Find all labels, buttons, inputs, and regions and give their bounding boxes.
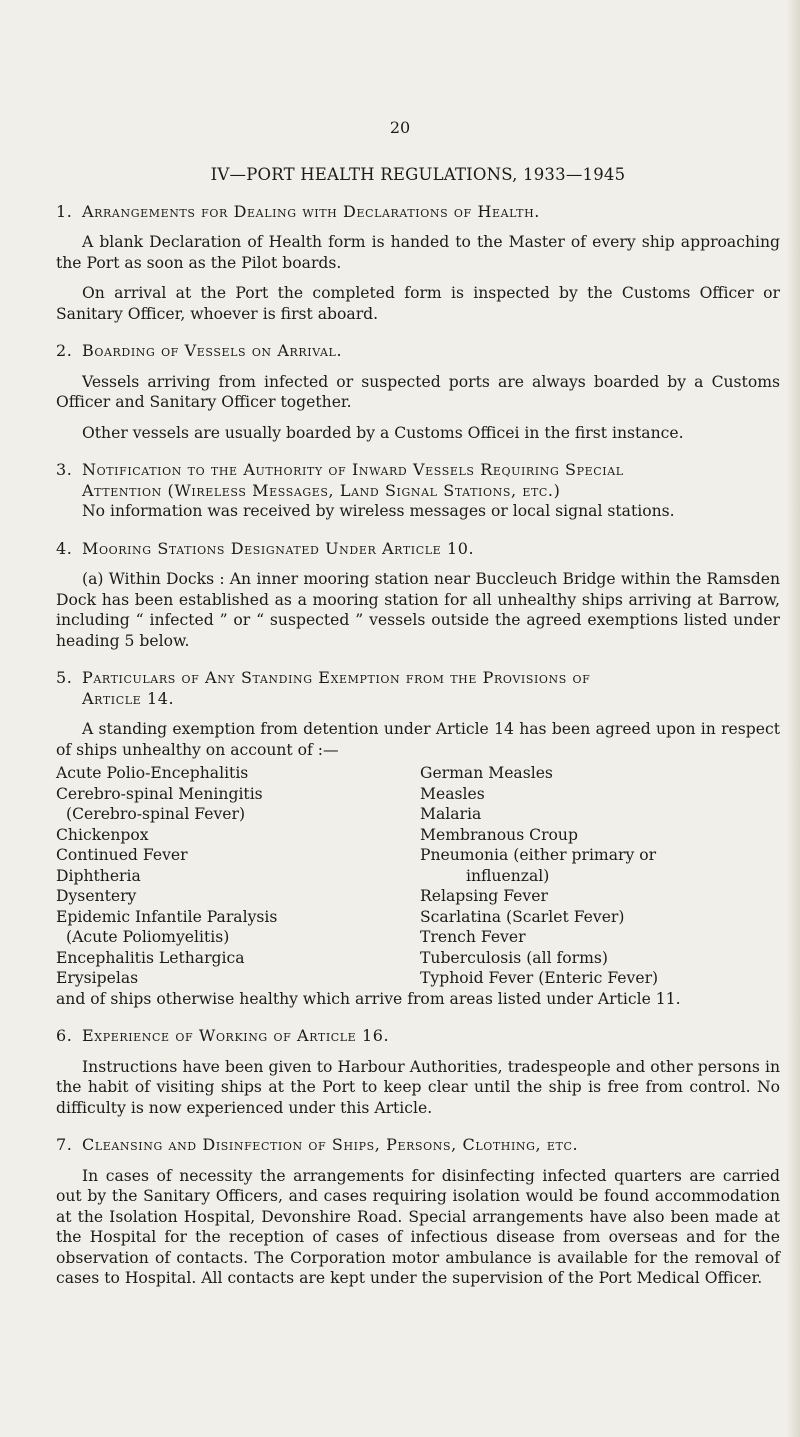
section-3 — [56, 460, 780, 522]
section-5-number: 5. — [56, 668, 73, 687]
list-item: Dysentery — [56, 887, 137, 905]
section-6-heading — [56, 1026, 780, 1047]
section-4-paragraph-1: (a) Within Docks : An inner mooring station near Buccleuch Bridge within the Ramsden Dock has been established as a mooring station for all unhealthy ships arriving at Barrow, including “ infected ” or “ suspected ” vessels outside the agreed exemptions listed under heading 5 below. — [56, 570, 780, 650]
section-2-number: 2. — [56, 341, 73, 360]
list-item: Relapsing Fever — [420, 887, 548, 905]
list-item: Scarlatina (Scarlet Fever) — [420, 907, 625, 926]
section-3-heading-line-2: Attention (Wireless Messages, Land Signal Stations, etc.) — [82, 480, 561, 500]
section-1-number: 1. — [56, 201, 73, 221]
list-item: Malaria — [420, 805, 482, 823]
list-item: (Acute Poliomyelitis) — [66, 928, 230, 946]
section-6-heading-text: Experience of Working of Article 16. — [82, 1026, 390, 1045]
section-1-paragraph-1: A blank Declaration of Health form is handed to the Master of every ship approaching the Port as soon as the Pilot boards. — [56, 233, 780, 272]
section-3-paragraph-1: No information was received by wireless messages or local signal stations. — [82, 502, 675, 520]
section-7-paragraph-1: In cases of necessity the arrangements for disinfecting infected quarters are carried out by the Sanitary Officers, and cases requiring isolation would be found accommodation at the Isolation Hospital, Devonshire Road. Special arrangements have also been made at the Hospital for the reception of cases of infectious disease from overseas and for the observation of contacts. The Corporation motor ambulance is available for the removal of cases to Hospital. All contacts are kept under the supervision of the Port Medical Officer. — [56, 1166, 780, 1287]
section-2-paragraph-2: Other vessels are usually boarded by a Customs Officei in the first instance. — [82, 423, 684, 442]
list-item: Diphtheria — [56, 866, 141, 885]
list-item: Typhoid Fever (Enteric Fever) — [420, 969, 659, 987]
list-item: German Measles — [420, 764, 553, 782]
list-item: Erysipelas — [56, 969, 139, 987]
document-page — [56, 118, 780, 1289]
list-item: (Cerebro-spinal Fever) — [66, 805, 246, 823]
left-disease-list — [56, 763, 416, 989]
list-item: Chickenpox — [56, 825, 149, 844]
section-5 — [56, 668, 780, 1009]
list-item: Tuberculosis (all forms) — [420, 948, 609, 967]
list-item: Measles — [420, 784, 485, 803]
list-item: Acute Polio-Encephalitis — [56, 764, 249, 782]
list-item: Continued Fever — [56, 846, 188, 864]
section-6-paragraph-1: Instructions have been given to Harbour Authorities, tradespeople and other persons in the habit of visiting ships at the Port to keep clear until the ship is free from control. No difficulty is now experienced under this Article. — [56, 1057, 780, 1117]
section-5-heading — [56, 668, 780, 689]
section-5-paragraph-1: A standing exemption from detention under Article 14 has been agreed upon in respect of ships unhealthy on account of :— — [56, 720, 780, 759]
list-item: Epidemic Infantile Paralysis — [56, 907, 278, 926]
section-6-number: 6. — [56, 1026, 73, 1045]
section-6 — [56, 1026, 780, 1118]
list-item: Pneumonia (either primary or — [420, 846, 657, 864]
list-item: Encephalitis Lethargica — [56, 948, 245, 967]
section-1 — [56, 202, 780, 325]
section-4-heading-text: Mooring Stations Designated Under Article 10. — [82, 538, 475, 558]
page-title: IV—PORT HEALTH REGULATIONS, 1933—1945 — [210, 165, 626, 184]
section-2 — [56, 341, 780, 443]
section-3-heading — [56, 460, 780, 481]
section-5-heading-line-1: Particulars of Any Standing Exemption from the Provisions of — [82, 668, 591, 687]
section-3-number: 3. — [56, 460, 73, 479]
section-7-heading-text: Cleansing and Disinfection of Ships, Persons, Clothing, etc. — [82, 1135, 579, 1154]
section-4-number: 4. — [56, 538, 73, 558]
section-1-heading-text: Arrangements for Dealing with Declarations of Health. — [82, 201, 540, 221]
list-item: influenzal) — [466, 866, 550, 885]
section-4 — [56, 539, 780, 652]
section-5-heading-line-2: Article 14. — [82, 688, 175, 708]
list-item: Membranous Croup — [420, 825, 578, 844]
section-2-heading — [56, 341, 780, 362]
section-2-paragraph-1: Vessels arriving from infected or suspected ports are always boarded by a Customs Officer and Sanitary Officer together. — [56, 372, 780, 411]
section-7-heading — [56, 1135, 780, 1156]
section-4-heading — [56, 539, 780, 560]
list-item: Trench Fever — [420, 928, 526, 946]
page-edge-shadow — [786, 0, 800, 1437]
page-number: 20 — [389, 118, 411, 137]
right-disease-list — [416, 763, 780, 989]
section-5-paragraph-2: and of ships otherwise healthy which arrive from areas listed under Article 11. — [56, 989, 681, 1008]
section-7-number: 7. — [56, 1135, 73, 1154]
section-2-heading-text: Boarding of Vessels on Arrival. — [82, 341, 343, 360]
section-1-heading — [56, 202, 780, 223]
exemption-disease-lists — [56, 763, 780, 989]
list-item: Cerebro-spinal Meningitis — [56, 784, 263, 803]
section-1-paragraph-2: On arrival at the Port the completed form is inspected by the Customs Officer or Sanitary Officer, whoever is first aboard. — [56, 284, 780, 323]
section-7 — [56, 1135, 780, 1289]
section-3-heading-line-1: Notification to the Authority of Inward Vessels Requiring Special — [82, 460, 624, 479]
